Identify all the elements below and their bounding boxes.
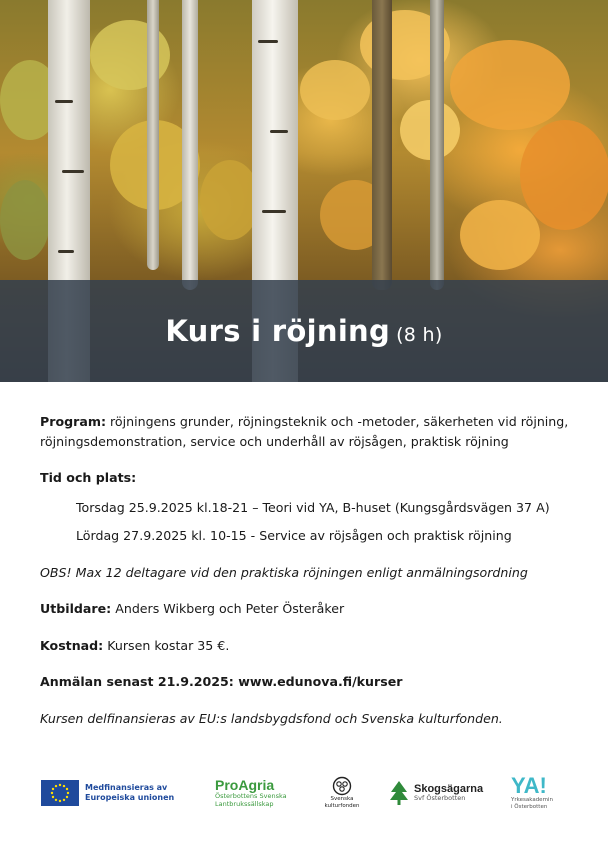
svenska-kulturfonden-logo	[318, 770, 366, 816]
proagria-sub-2: Lantbrukssällskap	[215, 800, 274, 808]
funding-note: Kursen delfinansieras av EU:s landsbygdsfond och Svenska kulturfonden.	[40, 710, 503, 726]
yrkesakademin-logo	[511, 770, 553, 816]
program-text: röjningens grunder, röjningsteknik och -metoder, säkerheten vid röjning, röjningsdemonstration, service och underhåll av röjsågen, praktisk röjning	[40, 414, 569, 449]
proagria-name: ProAgria	[215, 777, 275, 794]
cost-paragraph	[40, 636, 580, 656]
eu-logo	[41, 770, 174, 816]
page-title: Kurs i röjning (8 h)	[165, 314, 443, 348]
schedule-session-1: Torsdag 25.9.2025 kl.18-21 – Teori vid YA, B-huset (Kungsgårdsvägen 37 A)	[76, 499, 550, 515]
registration-line: Anmälan senast 21.9.2025: www.edunova.fi/kurser	[40, 674, 403, 690]
skogsagarna-logo	[388, 770, 483, 816]
program-paragraph	[40, 412, 580, 451]
trainers-text: Anders Wikberg och Peter Österåker	[115, 601, 345, 617]
course-details	[40, 412, 580, 745]
schedule-section	[40, 468, 580, 546]
kulturfonden-icon	[332, 776, 352, 796]
skog-sub: Svf Österbotten	[414, 794, 466, 803]
tree-icon	[388, 780, 410, 806]
eu-flag-icon	[41, 780, 79, 806]
title-band	[0, 280, 608, 382]
trainers-paragraph	[40, 599, 580, 619]
schedule-session-2: Lördag 27.9.2025 kl. 10-15 - Service av röjsågen och praktisk röjning	[76, 528, 512, 544]
eu-text-line-1: Medfinansieras av	[85, 783, 168, 792]
proagria-sub-1: Österbottens Svenska	[215, 792, 287, 801]
cost-text: Kursen kostar 35 €.	[107, 637, 230, 653]
svk-text-line-2: kulturfonden	[324, 803, 360, 809]
partner-logos	[0, 770, 608, 820]
svk-text-line-1: Svenska	[330, 796, 354, 803]
skog-name: Skogsägarna	[414, 783, 484, 796]
ya-text-line-2: i Österbotten	[511, 804, 548, 810]
proagria-logo	[215, 770, 287, 816]
program-label: Program:	[40, 414, 106, 429]
cost-label: Kostnad:	[40, 637, 104, 653]
ya-mark: YA!	[511, 773, 547, 799]
participant-note: OBS! Max 12 deltagare vid den praktiska röjningen enligt anmälningsordning	[40, 564, 528, 580]
eu-text-line-2: Europeiska unionen	[85, 793, 175, 802]
schedule-label: Tid och plats:	[40, 470, 137, 486]
title-duration: (8 h)	[396, 324, 443, 346]
hero-photo	[0, 0, 608, 382]
trainers-label: Utbildare:	[40, 601, 112, 617]
ya-text-line-1: Yrkesakademin	[511, 797, 553, 804]
